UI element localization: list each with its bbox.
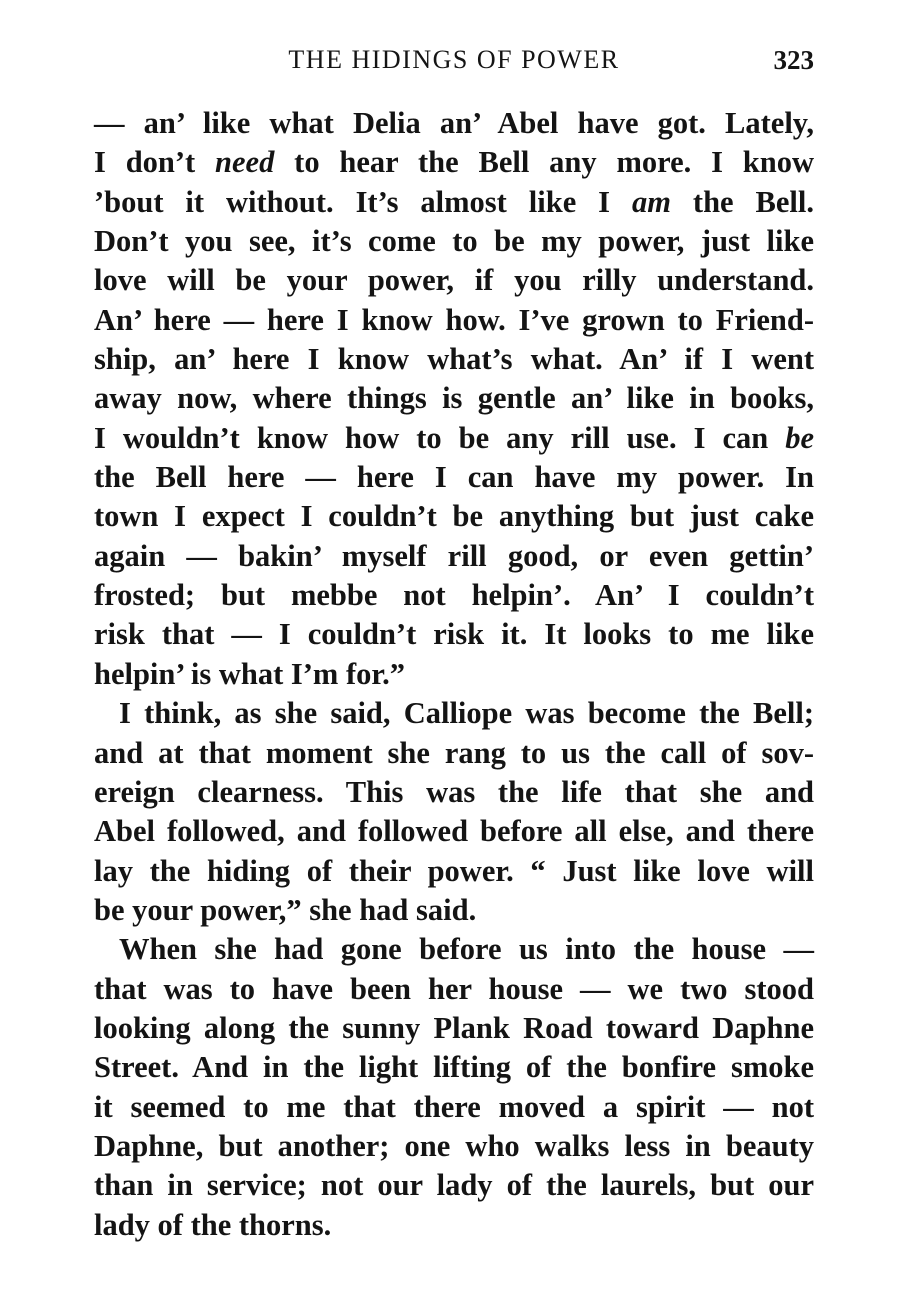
text-segment: to hear the Bell any more. I know	[274, 145, 815, 180]
text-segment: frosted; but mebbe not helpin’. An’ I couldn’t	[94, 578, 814, 613]
text-line	[94, 419, 814, 458]
text-segment: risk that — I couldn’t risk it. It looks to me like	[94, 617, 814, 652]
text-segment: Don’t you see, it’s come to be my power, just like	[94, 224, 814, 259]
text-segment: that was to have been her house — we two stood	[94, 971, 814, 1006]
text-segment: lady of the thorns.	[94, 1207, 332, 1242]
text-line	[94, 183, 814, 222]
running-head	[94, 42, 814, 82]
italic-text: need	[215, 145, 275, 180]
text-line	[94, 655, 814, 694]
text-line	[94, 970, 814, 1009]
text-segment: the Bell here — here I can have my power. In	[94, 460, 814, 495]
text-line	[94, 812, 814, 851]
text-line	[94, 458, 814, 497]
text-segment: Daphne, but another; one who walks less in beauty	[94, 1128, 814, 1163]
text-line	[94, 615, 814, 654]
text-segment: Abel followed, and followed before all else, and there	[94, 814, 814, 849]
text-segment: again — bakin’ myself rill good, or even gettin’	[94, 538, 814, 573]
text-line	[94, 261, 814, 300]
text-line	[94, 1127, 814, 1166]
text-segment: I don’t	[94, 145, 216, 180]
text-line	[94, 143, 814, 182]
text-segment: helpin’ is what I’m for.”	[94, 656, 405, 691]
text-line	[94, 734, 814, 773]
text-line	[94, 301, 814, 340]
text-line	[94, 1009, 814, 1048]
italic-text: be	[785, 420, 814, 455]
text-segment: ’bout it without. It’s almost like I	[94, 184, 632, 219]
text-segment: love will be your power, if you rilly understand.	[94, 263, 814, 298]
text-line	[94, 1048, 814, 1087]
text-segment: ship, an’ here I know what’s what. An’ if I went	[94, 342, 814, 377]
text-segment: and at that moment she rang to us the call of sov-	[94, 735, 814, 770]
running-title: THE HIDINGS OF POWER	[288, 45, 620, 74]
text-segment: looking along the sunny Plank Road toward Daphne	[94, 1010, 814, 1045]
text-segment: lay the hiding of their power. “ Just like love will	[94, 853, 814, 888]
italic-text: am	[632, 184, 671, 219]
text-segment: town I expect I couldn’t be anything but just cake	[94, 499, 814, 534]
text-line	[94, 930, 814, 969]
text-segment: than in service; not our lady of the laurels, but our	[94, 1168, 814, 1203]
text-segment: be your power,” she had said.	[94, 892, 477, 927]
text-segment: the Bell.	[670, 184, 814, 219]
text-segment: Street. And in the light lifting of the bonfire smoke	[94, 1050, 814, 1085]
text-line	[94, 773, 814, 812]
text-line	[94, 694, 814, 733]
text-line	[94, 379, 814, 418]
text-segment: I wouldn’t know how to be any rill use. I can	[94, 420, 786, 455]
text-line	[94, 1088, 814, 1127]
page-number: 323	[773, 45, 814, 75]
text-segment: it seemed to me that there moved a spirit — not	[94, 1089, 814, 1124]
text-line	[94, 222, 814, 261]
text-segment: An’ here — here I know how. I’ve grown to Friend-	[94, 302, 814, 337]
text-segment: When she had gone before us into the house —	[119, 932, 814, 967]
text-segment: away now, where things is gentle an’ like in books,	[94, 381, 814, 416]
text-segment: I think, as she said, Calliope was become the Bell;	[119, 696, 814, 731]
text-line	[94, 340, 814, 379]
text-segment: — an’ like what Delia an’ Abel have got. Lately,	[94, 106, 814, 140]
text-segment: ereign clearness. This was the life that she and	[94, 774, 814, 809]
text-line	[94, 1166, 814, 1205]
text-line	[94, 891, 814, 930]
text-line	[94, 497, 814, 536]
text-line	[94, 852, 814, 891]
text-line	[94, 104, 814, 143]
text-line	[94, 1206, 814, 1245]
body-text	[94, 104, 814, 1245]
text-line	[94, 537, 814, 576]
text-line	[94, 576, 814, 615]
